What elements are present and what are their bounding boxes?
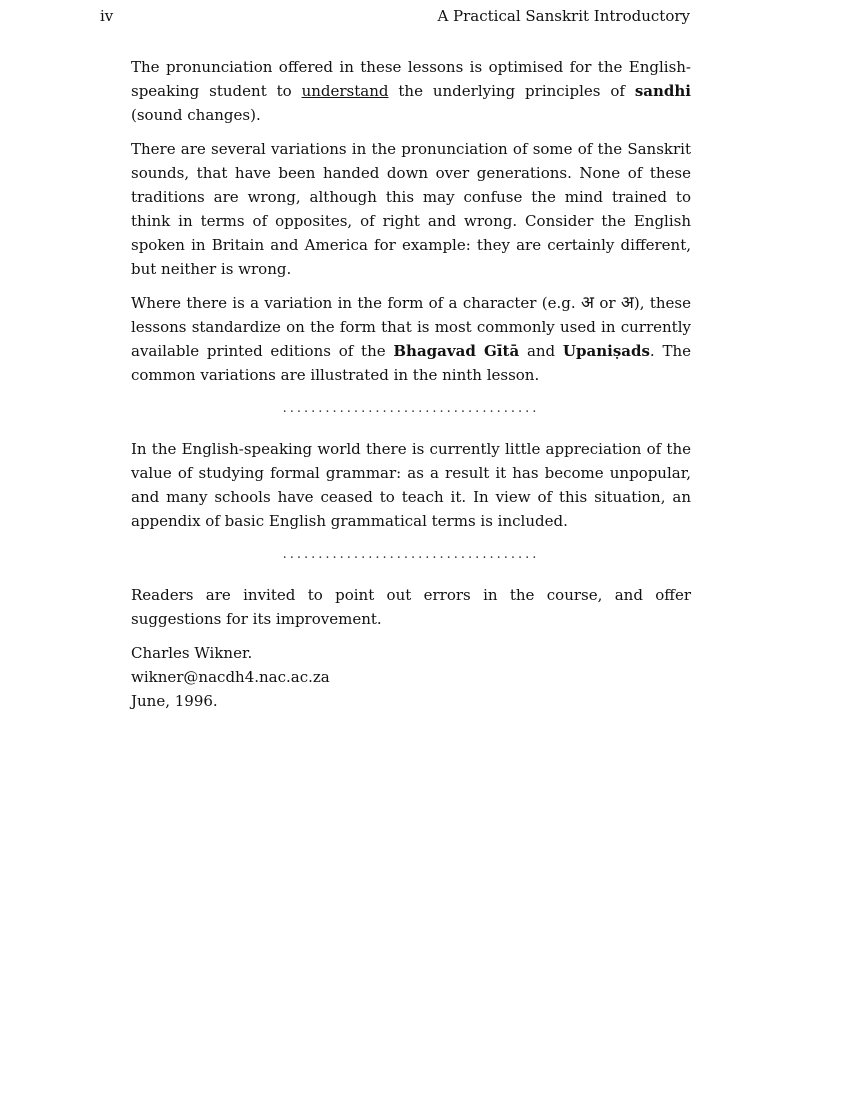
bold-term-sandhi: sandhi [634,82,691,100]
bold-term-upanisads: Upaniṣads [562,342,650,360]
paragraph-errors: Readers are invited to point out errors in the course, and offer suggestions for its improvement. [131,586,691,628]
text-run: or [594,294,621,312]
signature-date: June, 1996. [131,692,218,710]
text-run: (sound changes). [131,106,261,124]
bold-term-bhagavad-gita: Bhagavad Gītā [393,342,520,360]
page-number: iv [100,7,114,25]
section-separator: .................................... [282,547,540,562]
signature-name: Charles Wikner. [131,644,253,662]
text-run: and [519,342,563,360]
underlined-word-understand: understand [301,82,389,100]
paragraph-variations: There are several variations in the pronunciation of some of the Sanskrit sounds, that have been handed down over generations. None of these traditions are wrong, although this may confuse the mind trained to think in terms of opposites, of right and wrong. Consider the English spoken in Britain and America for example: they are certainly different, but neither is wrong. [131,140,691,278]
paragraph-pronunciation [131,55,691,127]
devanagari-char-a-form1: अ [581,293,594,313]
paragraph-character-forms [131,291,691,387]
text-run: The pronunciation offered in these lessons is optimised for the English-speaking student to [131,58,691,100]
paragraph-grammar: In the English-speaking world there is currently little appreciation of the value of studying formal grammar: as a result it has become unpopular, and many schools have ceased to teach it. In view of this situation, an appendix of basic English grammatical terms is included. [131,440,691,530]
text-run: ), these lessons standardize on the form that is most commonly used in currently available printed editions of the [131,294,691,360]
text-run: . The common variations are illustrated in the ninth lesson. [131,342,691,384]
text-run: Where there is a variation in the form of a character (e.g. [131,294,581,312]
devanagari-char-a-form2: अ [620,293,634,313]
page-body [131,55,691,713]
section-separator: .................................... [282,401,540,416]
signature-email: wikner@nacdh4.nac.ac.za [131,668,330,686]
running-title: A Practical Sanskrit Introductory [437,7,690,25]
page-header [100,6,690,26]
signature-block [131,641,691,713]
text-run: the underlying principles of [388,82,635,100]
